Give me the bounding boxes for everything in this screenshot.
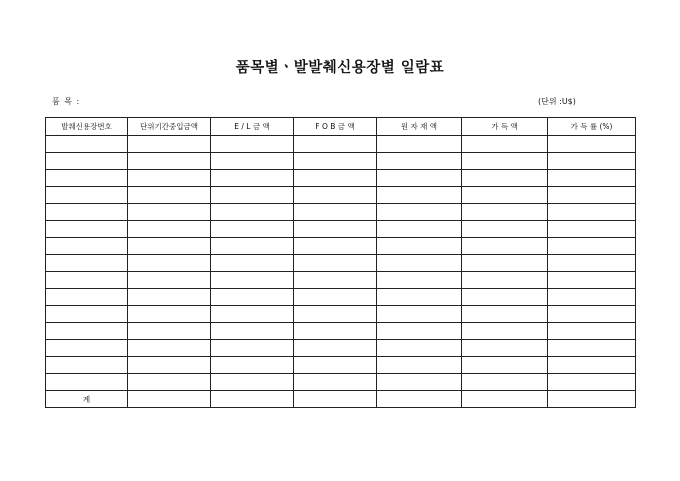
table-cell[interactable] bbox=[377, 306, 462, 323]
table-row bbox=[46, 136, 636, 153]
total-cell[interactable] bbox=[211, 391, 294, 408]
table-row bbox=[46, 374, 636, 391]
table-cell[interactable] bbox=[377, 323, 462, 340]
table-cell[interactable] bbox=[548, 221, 636, 238]
table-cell[interactable] bbox=[548, 187, 636, 204]
table-cell[interactable] bbox=[377, 255, 462, 272]
table-cell[interactable] bbox=[548, 153, 636, 170]
table-cell[interactable] bbox=[294, 170, 377, 187]
table-cell[interactable] bbox=[548, 238, 636, 255]
table-cell[interactable] bbox=[294, 136, 377, 153]
table-cell[interactable] bbox=[128, 289, 211, 306]
table-cell[interactable] bbox=[46, 204, 128, 221]
table-cell[interactable] bbox=[294, 221, 377, 238]
table-row bbox=[46, 153, 636, 170]
table-cell[interactable] bbox=[548, 255, 636, 272]
table-cell[interactable] bbox=[377, 170, 462, 187]
table-row bbox=[46, 272, 636, 289]
total-cell[interactable] bbox=[294, 391, 377, 408]
table-cell[interactable] bbox=[377, 204, 462, 221]
table-cell[interactable] bbox=[128, 357, 211, 374]
table-cell[interactable] bbox=[128, 323, 211, 340]
table-cell[interactable] bbox=[294, 238, 377, 255]
table-cell[interactable] bbox=[46, 323, 128, 340]
table-cell[interactable] bbox=[377, 153, 462, 170]
table-cell[interactable] bbox=[128, 374, 211, 391]
table-cell[interactable] bbox=[377, 136, 462, 153]
table-cell[interactable] bbox=[548, 170, 636, 187]
column-header: 단위기간중입금액 bbox=[128, 118, 211, 136]
table-cell[interactable] bbox=[294, 187, 377, 204]
table-cell[interactable] bbox=[294, 357, 377, 374]
table-cell[interactable] bbox=[128, 272, 211, 289]
table-cell[interactable] bbox=[294, 374, 377, 391]
table-cell[interactable] bbox=[462, 187, 548, 204]
table-cell[interactable] bbox=[548, 289, 636, 306]
column-header: F O B 금 액 bbox=[294, 118, 377, 136]
table-cell[interactable] bbox=[46, 187, 128, 204]
table-cell[interactable] bbox=[46, 289, 128, 306]
table-cell[interactable] bbox=[462, 221, 548, 238]
table-row bbox=[46, 187, 636, 204]
table-row bbox=[46, 357, 636, 374]
table-cell[interactable] bbox=[294, 306, 377, 323]
column-header: 가 득 액 bbox=[462, 118, 548, 136]
table-cell[interactable] bbox=[294, 340, 377, 357]
table-cell[interactable] bbox=[211, 340, 294, 357]
table-cell[interactable] bbox=[294, 289, 377, 306]
table-cell[interactable] bbox=[46, 221, 128, 238]
table-row bbox=[46, 306, 636, 323]
table-row bbox=[46, 323, 636, 340]
table-row bbox=[46, 340, 636, 357]
total-label: 계 bbox=[46, 391, 128, 408]
table-cell[interactable] bbox=[128, 170, 211, 187]
unit-label: (단위 :U$) bbox=[538, 97, 576, 106]
column-header: 가 득 률 (%) bbox=[548, 118, 636, 136]
column-header: 원 자 재 액 bbox=[377, 118, 462, 136]
table-cell[interactable] bbox=[211, 204, 294, 221]
table-cell[interactable] bbox=[211, 306, 294, 323]
table-cell[interactable] bbox=[211, 187, 294, 204]
table-cell[interactable] bbox=[46, 170, 128, 187]
table-cell[interactable] bbox=[462, 255, 548, 272]
table-header-row bbox=[46, 118, 636, 136]
table-cell[interactable] bbox=[294, 272, 377, 289]
table-cell[interactable] bbox=[462, 323, 548, 340]
table-cell[interactable] bbox=[377, 238, 462, 255]
table-cell[interactable] bbox=[548, 204, 636, 221]
item-label: 품 목 : bbox=[52, 97, 80, 106]
table-row bbox=[46, 170, 636, 187]
table-cell[interactable] bbox=[377, 272, 462, 289]
table-cell[interactable] bbox=[46, 136, 128, 153]
table-cell[interactable] bbox=[211, 357, 294, 374]
table-cell[interactable] bbox=[128, 221, 211, 238]
table-cell[interactable] bbox=[128, 204, 211, 221]
table-cell[interactable] bbox=[46, 374, 128, 391]
table-cell[interactable] bbox=[128, 255, 211, 272]
table-cell[interactable] bbox=[211, 238, 294, 255]
table-cell[interactable] bbox=[462, 204, 548, 221]
table-row bbox=[46, 289, 636, 306]
table-row bbox=[46, 221, 636, 238]
table-cell[interactable] bbox=[294, 255, 377, 272]
table-cell[interactable] bbox=[548, 374, 636, 391]
total-cell[interactable] bbox=[462, 391, 548, 408]
table-cell[interactable] bbox=[462, 170, 548, 187]
table-cell[interactable] bbox=[462, 306, 548, 323]
table-cell[interactable] bbox=[211, 170, 294, 187]
table-cell[interactable] bbox=[128, 306, 211, 323]
table-cell[interactable] bbox=[548, 357, 636, 374]
table-cell[interactable] bbox=[462, 374, 548, 391]
table-cell[interactable] bbox=[377, 340, 462, 357]
table-cell[interactable] bbox=[211, 221, 294, 238]
table-cell[interactable] bbox=[46, 238, 128, 255]
table-cell[interactable] bbox=[211, 289, 294, 306]
table-cell[interactable] bbox=[548, 272, 636, 289]
table-cell[interactable] bbox=[128, 340, 211, 357]
table-cell[interactable] bbox=[548, 136, 636, 153]
table-cell[interactable] bbox=[46, 357, 128, 374]
table-cell[interactable] bbox=[46, 255, 128, 272]
table-cell[interactable] bbox=[462, 289, 548, 306]
table-cell[interactable] bbox=[128, 136, 211, 153]
table-cell[interactable] bbox=[377, 289, 462, 306]
total-row bbox=[46, 391, 636, 408]
table-cell[interactable] bbox=[462, 272, 548, 289]
table-cell[interactable] bbox=[46, 306, 128, 323]
table-cell[interactable] bbox=[46, 272, 128, 289]
table-cell[interactable] bbox=[462, 340, 548, 357]
table-cell[interactable] bbox=[377, 221, 462, 238]
table-row bbox=[46, 238, 636, 255]
table-cell[interactable] bbox=[462, 153, 548, 170]
table-cell[interactable] bbox=[46, 340, 128, 357]
total-cell[interactable] bbox=[377, 391, 462, 408]
table-cell[interactable] bbox=[211, 255, 294, 272]
table-cell[interactable] bbox=[377, 357, 462, 374]
table-cell[interactable] bbox=[462, 136, 548, 153]
table-cell[interactable] bbox=[211, 272, 294, 289]
table-body bbox=[46, 136, 636, 391]
total-cell[interactable] bbox=[548, 391, 636, 408]
table-cell[interactable] bbox=[211, 153, 294, 170]
table-cell[interactable] bbox=[294, 323, 377, 340]
document-title: 품목별ㆍ발발췌신용장별 일람표 bbox=[235, 59, 445, 76]
table-cell[interactable] bbox=[211, 374, 294, 391]
table-cell[interactable] bbox=[548, 306, 636, 323]
column-header: E / L 금 액 bbox=[211, 118, 294, 136]
table-cell[interactable] bbox=[128, 153, 211, 170]
table-cell[interactable] bbox=[128, 238, 211, 255]
total-cell[interactable] bbox=[128, 391, 211, 408]
table-cell[interactable] bbox=[462, 357, 548, 374]
table-row bbox=[46, 255, 636, 272]
table-cell[interactable] bbox=[548, 323, 636, 340]
table-cell[interactable] bbox=[46, 153, 128, 170]
column-header: 발췌신용장번호 bbox=[46, 118, 128, 136]
table-cell[interactable] bbox=[211, 323, 294, 340]
table-cell[interactable] bbox=[211, 136, 294, 153]
table-cell[interactable] bbox=[294, 153, 377, 170]
table-cell[interactable] bbox=[462, 238, 548, 255]
table-cell[interactable] bbox=[548, 340, 636, 357]
table-cell[interactable] bbox=[377, 187, 462, 204]
table-row bbox=[46, 204, 636, 221]
table-cell[interactable] bbox=[128, 187, 211, 204]
table-cell[interactable] bbox=[294, 204, 377, 221]
table-cell[interactable] bbox=[377, 374, 462, 391]
summary-table bbox=[45, 117, 636, 408]
